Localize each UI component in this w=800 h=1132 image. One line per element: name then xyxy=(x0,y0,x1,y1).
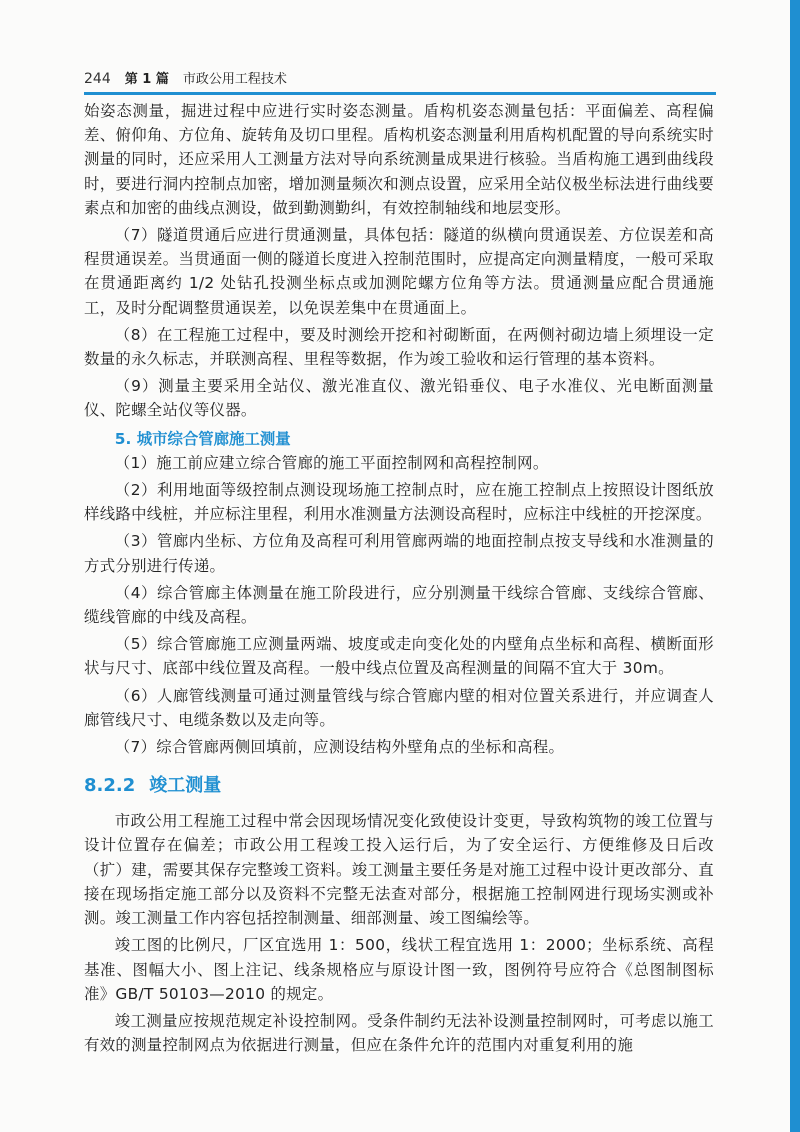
list-item: （2）利用地面等级控制点测设现场施工控制点时，应在施工控制点上按照设计图纸放样线路中线桩，并应标注里程，利用水准测量方法测设高程时，应标注中线桩的开挖深度。 xyxy=(84,481,714,524)
subsection-number: 8.2.2 xyxy=(84,775,136,797)
list-item: （4）综合管廊主体测量在施工阶段进行，应分别测量干线综合管廊、支线综合管廊、缆线管廊的中线及高程。 xyxy=(84,583,714,627)
book-title: 市政公用工程技术 xyxy=(182,72,287,87)
subsection-heading xyxy=(84,773,714,799)
paragraph: （9）测量主要采用全站仪、激光准直仪、激光铅垂仪、电子水准仪、光电断面测量仪、陀螺全站仪等仪器。 xyxy=(84,377,714,420)
paragraph: 竣工测量应按规范规定补设控制网。受条件制约无法补设测量控制网时，可考虑以施工有效的测量控制网点为依据进行测量，但应在条件允许的范围内对重复利用的施 xyxy=(84,1011,714,1055)
paragraph: 竣工图的比例尺，厂区宜选用 1：500，线状工程宜选用 1：2000；坐标系统、高程基准、图幅大小、图上注记、线条规格应与原设计图一致，图例符号应符合《总图制图标准》GB/T 50103—2010 的规定。 xyxy=(84,936,714,1003)
list-item: （6）人廊管线测量可通过测量管线与综合管廊内壁的相对位置关系进行，并应调查人廊管线尺寸、电缆条数以及走向等。 xyxy=(84,686,714,729)
paragraph: （8）在工程施工过程中，要及时测绘开挖和衬砌断面，在两侧衬砌边墙上须埋设一定数量的永久标志，并联测高程、里程等数据，作为竣工验收和运行管理的基本资料。 xyxy=(84,325,714,369)
chapter-side-tab xyxy=(790,0,800,1132)
page-number: 244 xyxy=(84,71,111,87)
header-rule xyxy=(84,92,716,95)
list-item: （7）综合管廊两侧回填前，应测设结构外壁角点的坐标和高程。 xyxy=(114,738,565,757)
list-item: （5）综合管廊施工应测量两端、坡度或走向变化处的内壁角点坐标和高程、横断面形状与尺寸、底部中线位置及高程。一般中线点位置及高程测量的间隔不宜大于 30m。 xyxy=(84,635,714,678)
part-label: 第 1 篇 xyxy=(124,72,169,87)
page-body xyxy=(84,99,714,1057)
list-item: （3）管廊内坐标、方位角及高程可利用管廊两端的地面控制点按支导线和水准测量的方式分别进行传递。 xyxy=(84,532,714,575)
paragraph: 市政公用工程施工过程中常会因现场情况变化致使设计变更，导致构筑物的竣工位置与设计位置存在偏差；市政公用工程竣工投入运行后，为了安全运行、方便维修及日后改（扩）建，需要其保存完整竣工资料。竣工测量主要任务是对施工过程中设计更改部分、直接在现场指定施工部分以及资料不完整无法查对部分，根据施工控制网进行现场实测或补测。竣工测量工作内容包括控制测量、细部测量、竣工图编绘等。 xyxy=(84,812,714,928)
list-item: （1）施工前应建立综合管廊的施工平面控制网和高程控制网。 xyxy=(114,453,549,472)
paragraph: 始姿态测量，掘进过程中应进行实时姿态测量。盾构机姿态测量包括：平面偏差、高程偏差、俯仰角、方位角、旋转角及切口里程。盾构机姿态测量利用盾构机配置的导向系统实时测量的同时，还应采用人工测量方法对导向系统测量成果进行核验。当盾构施工遇到曲线段时，要进行洞内控制点加密，增加测量频次和测点设置，应采用全站仪极坐标法进行曲线要素点和加密的曲线点测设，做到勤测勤纠，有效控制轴线和地层变形。 xyxy=(84,102,714,217)
section-heading: 5. 城市综合管廊施工测量 xyxy=(114,429,291,448)
page-header xyxy=(84,68,704,92)
paragraph: （7）隧道贯通后应进行贯通测量，具体包括：隧道的纵横向贯通误差、方位误差和高程贯通误差。当贯通面一侧的隧道长度进入控制范围时，应提高定向测量精度，一般可采取在贯通距离约 1/2 处钻孔投测坐标点或加测陀螺方位角等方法。贯通测量应配合贯通施工，及时分配调整贯通误差，以免误差集中在贯通面上。 xyxy=(84,226,714,317)
subsection-title: 竣工测量 xyxy=(149,775,222,797)
